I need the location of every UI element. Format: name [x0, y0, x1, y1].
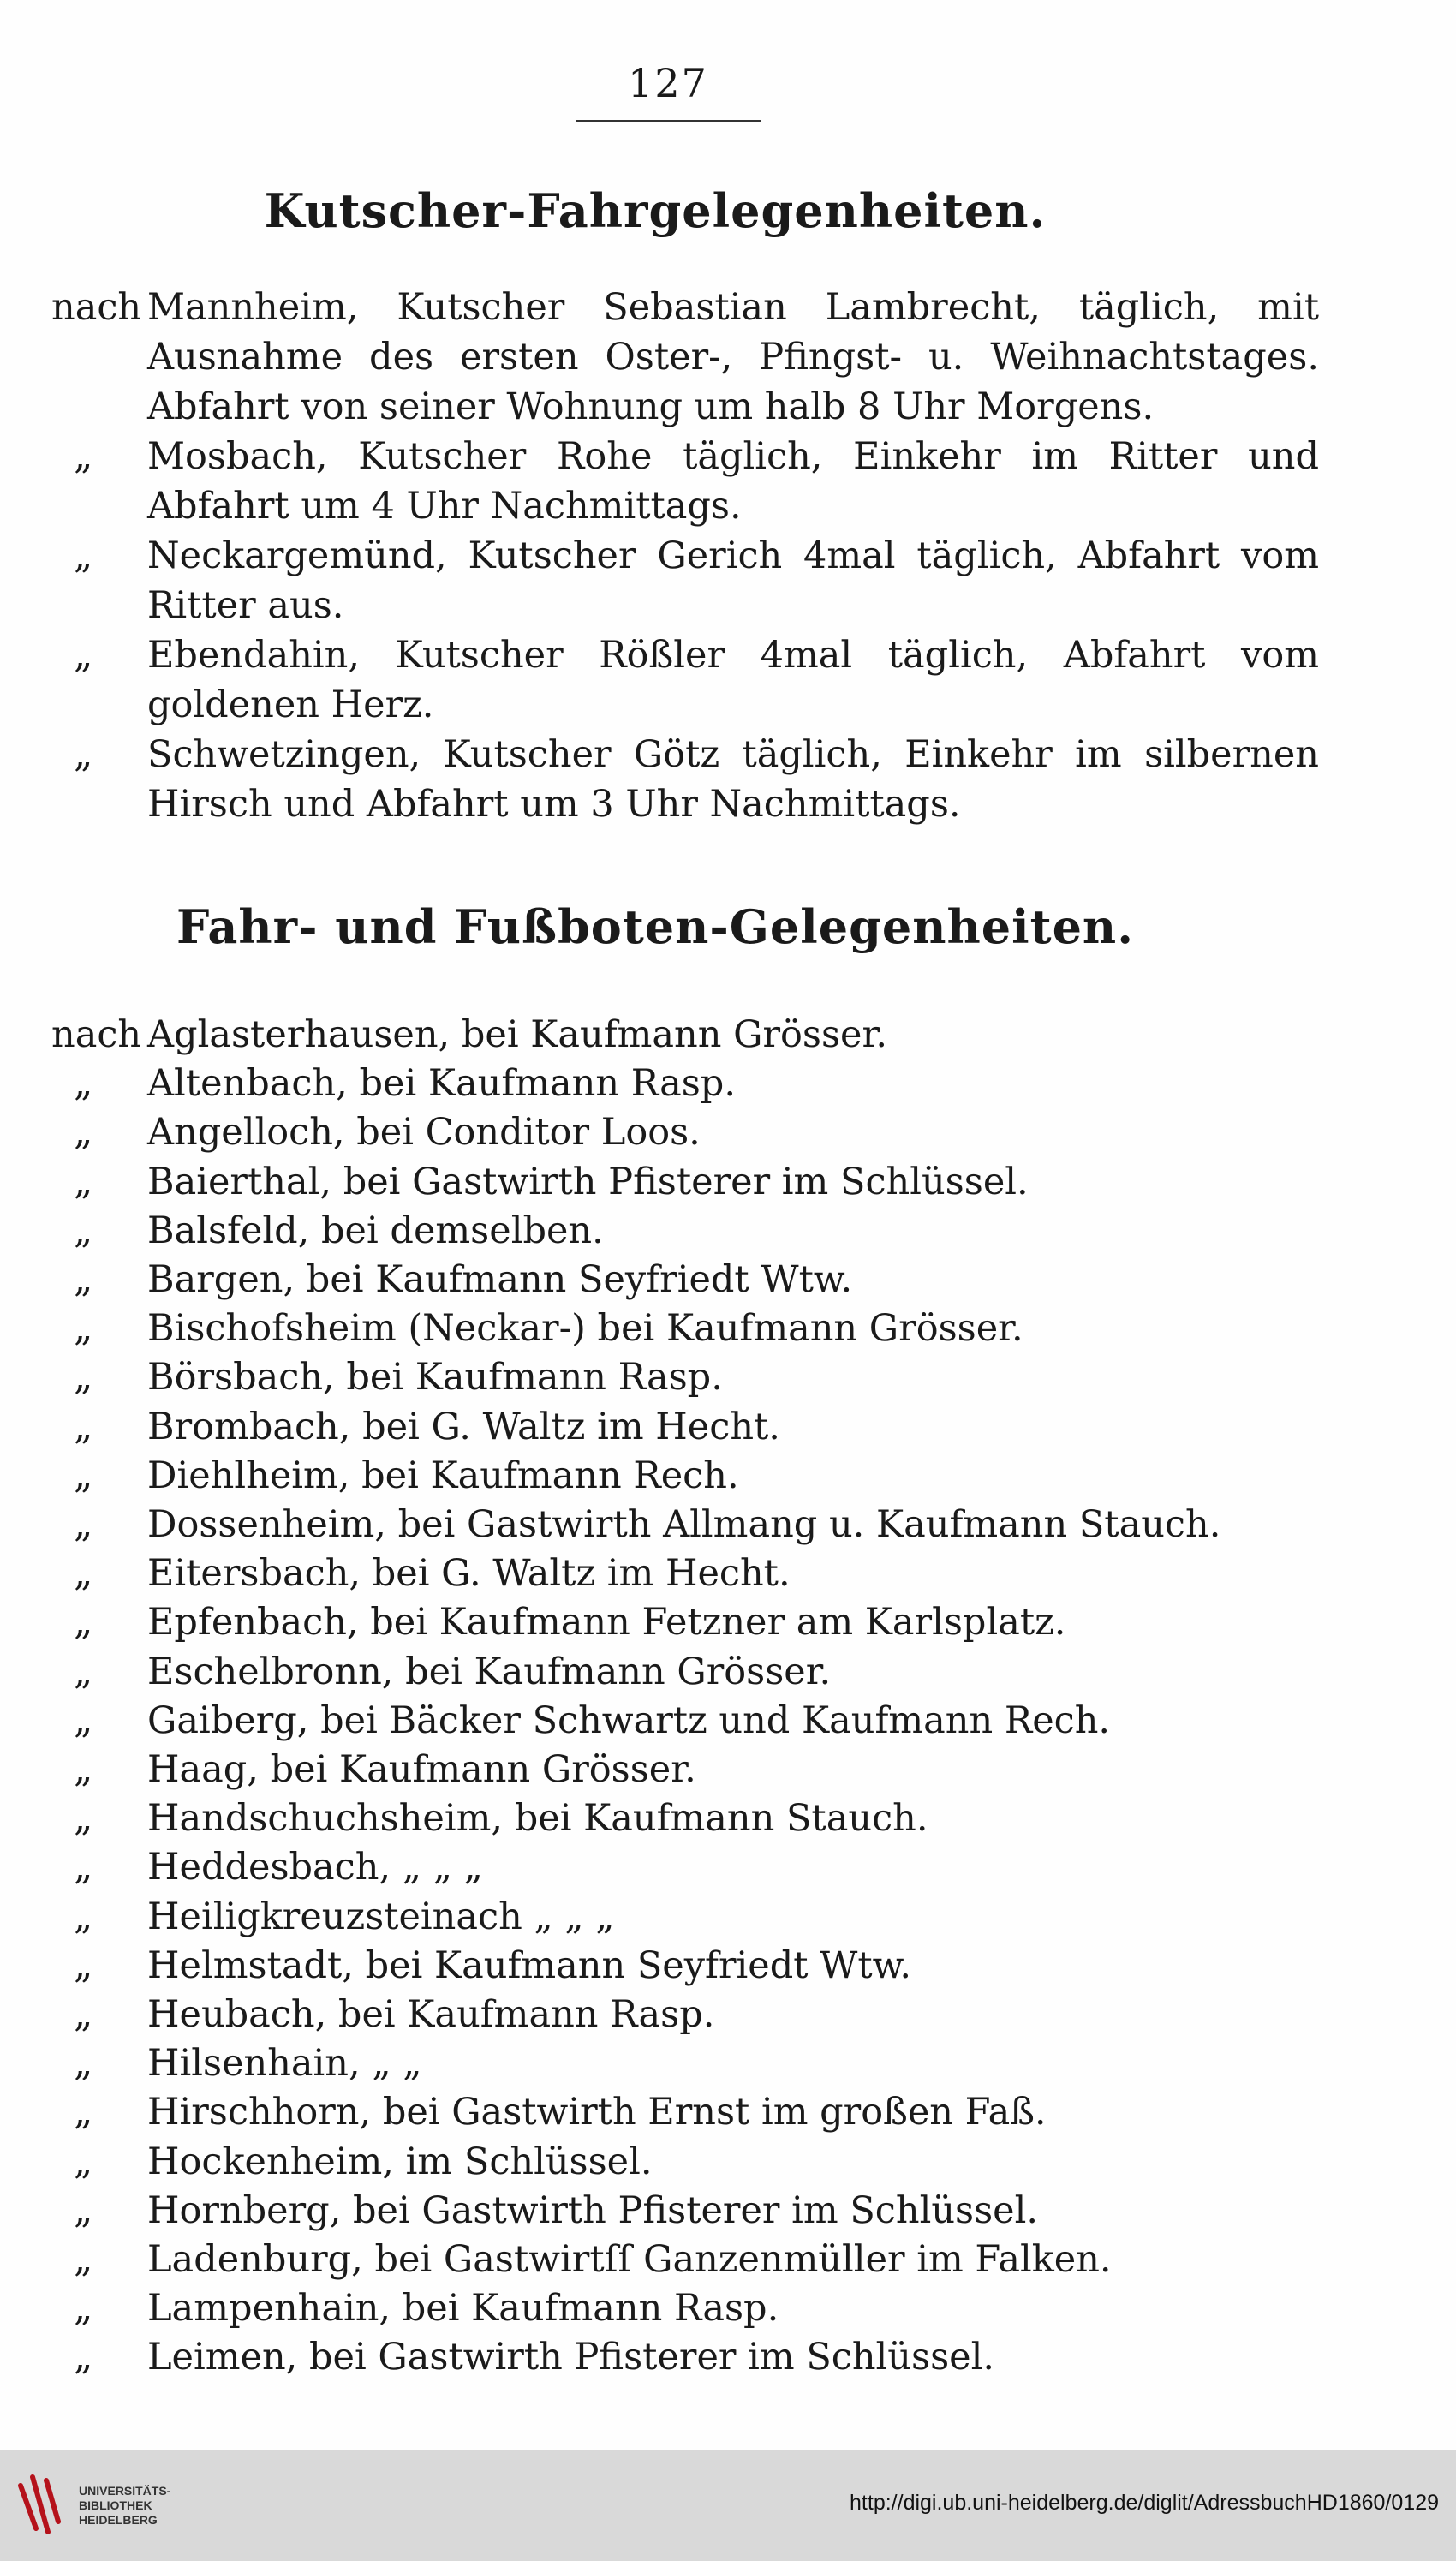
page-number-rule	[576, 120, 761, 122]
entry-marker: „	[74, 1454, 93, 1497]
entry-text: Heddesbach, „ „ „	[147, 1846, 483, 1889]
entry-marker: „	[74, 1258, 93, 1302]
entry-text: Eitersbach, bei G. Waltz im Hecht.	[147, 1552, 791, 1596]
list-item	[51, 1256, 1319, 1304]
entry-marker: „	[74, 1993, 93, 2037]
entry-marker: „	[74, 1748, 93, 1792]
entry-text: Schwetzingen, Kutscher Götz täglich, Einkehr im silbernen Hirsch und Abfahrt um 3 Uhr Nachmittags.	[147, 733, 1319, 826]
entry-text: Bargen, bei Kaufmann Seyfriedt Wtw.	[147, 1258, 853, 1302]
list-item	[51, 1207, 1319, 1256]
entry-text: Ebendahin, Kutscher Rößler 4mal täglich, Abfahrt vom goldenen Herz.	[147, 634, 1319, 726]
entry-text: Balsfeld, bei demselben.	[147, 1209, 604, 1252]
list-item	[51, 2138, 1319, 2187]
entry-text: Bischofsheim (Neckar-) bei Kaufmann Grösser.	[147, 1307, 1023, 1351]
list-item	[51, 730, 1319, 829]
list-item	[51, 1697, 1319, 1746]
list-item	[51, 2187, 1319, 2236]
entry-text: Hockenheim, im Schlüssel.	[147, 2140, 653, 2183]
entry-text: Epfenbach, bei Kaufmann Fetzner am Karlsplatz.	[147, 1601, 1066, 1645]
entry-marker: „	[74, 1307, 93, 1351]
entry-marker: „	[74, 1405, 93, 1448]
entry-marker: „	[74, 1111, 93, 1155]
entry-marker: „	[74, 534, 93, 577]
list-item	[51, 1942, 1319, 1991]
entry-marker: „	[74, 1943, 93, 1987]
library-name	[79, 2484, 170, 2528]
entry-marker: „	[74, 2238, 93, 2282]
university-library-logo-icon	[14, 2468, 65, 2544]
entry-marker: nach	[51, 286, 142, 329]
list-item	[51, 1060, 1319, 1108]
entry-marker: „	[74, 2042, 93, 2086]
entry-marker: „	[74, 2188, 93, 2232]
list-item	[51, 2039, 1319, 2088]
entry-marker: „	[74, 1160, 93, 1203]
entry-marker: „	[74, 634, 93, 677]
entry-marker: „	[74, 1846, 93, 1889]
section-kutscher-entries	[51, 283, 1319, 829]
entry-text: Helmstadt, bei Kaufmann Seyfriedt Wtw.	[147, 1943, 912, 1987]
entry-text: Dossenheim, bei Gastwirth Allmang u. Kaufmann Stauch.	[147, 1503, 1221, 1547]
entry-text: Hilsenhain, „ „	[147, 2042, 422, 2086]
source-url-link[interactable]: http://digi.ub.uni-heidelberg.de/diglit/AdressbuchHD1860/0129	[850, 2491, 1439, 2515]
list-item	[51, 1452, 1319, 1501]
section-heading-boten: Fahr- und Fußboten-Gelegenheiten.	[176, 899, 1134, 954]
entry-marker: „	[74, 1797, 93, 1841]
entry-text: Handschuchsheim, bei Kaufmann Stauch.	[147, 1797, 928, 1841]
entry-text: Baierthal, bei Gastwirth Pfisterer im Schlüssel.	[147, 1160, 1029, 1203]
entry-marker: „	[74, 1601, 93, 1645]
entry-marker: nach	[51, 1013, 142, 1056]
entry-text: Lampenhain, bei Kaufmann Rasp.	[147, 2287, 779, 2331]
entry-text: Hirschhorn, bei Gastwirth Ernst im großen Faß.	[147, 2091, 1047, 2134]
list-item	[51, 1549, 1319, 1598]
list-item	[51, 2284, 1319, 2333]
entry-marker: „	[74, 1356, 93, 1400]
entry-text: Haag, bei Kaufmann Grösser.	[147, 1748, 696, 1792]
footer-bar	[0, 2450, 1456, 2561]
section-boten-entries	[51, 1011, 1319, 2383]
list-item	[51, 2088, 1319, 2137]
list-item	[51, 531, 1319, 630]
section-heading-kutscher: Kutscher-Fahrgelegenheiten.	[264, 183, 1047, 238]
library-name-line: BIBLIOTHEK	[79, 2498, 152, 2512]
list-item	[51, 1501, 1319, 1549]
page-number: 127	[628, 60, 708, 106]
list-item	[51, 2236, 1319, 2284]
entry-text: Hornberg, bei Gastwirth Pfisterer im Schlüssel.	[147, 2188, 1039, 2232]
entry-marker: „	[74, 733, 93, 776]
entry-text: Diehlheim, bei Kaufmann Rech.	[147, 1454, 739, 1497]
list-item	[51, 1893, 1319, 1942]
entry-text: Angelloch, bei Conditor Loos.	[147, 1111, 701, 1155]
list-item	[51, 1794, 1319, 1843]
entry-text: Leimen, bei Gastwirth Pfisterer im Schlüssel.	[147, 2336, 994, 2379]
entry-text: Heiligkreuzsteinach „ „ „	[147, 1895, 615, 1938]
entry-text: Mannheim, Kutscher Sebastian Lambrecht, täglich, mit Ausnahme des ersten Oster-, Pfingst- u. Weihnachtstages. Abfahrt von seiner Wohnung um halb 8 Uhr Morgens.	[147, 286, 1319, 428]
entry-marker: „	[74, 2140, 93, 2183]
entry-marker: „	[74, 435, 93, 478]
list-item	[51, 1304, 1319, 1353]
list-item	[51, 630, 1319, 730]
entry-marker: „	[74, 2287, 93, 2331]
list-item	[51, 1843, 1319, 1892]
list-item	[51, 2333, 1319, 2382]
entry-text: Altenbach, bei Kaufmann Rasp.	[147, 1062, 736, 1106]
list-item	[51, 1353, 1319, 1402]
entry-marker: „	[74, 1650, 93, 1693]
list-item	[51, 1158, 1319, 1207]
list-item	[51, 1648, 1319, 1697]
list-item	[51, 432, 1319, 531]
list-item	[51, 1108, 1319, 1157]
entry-text: Börsbach, bei Kaufmann Rasp.	[147, 1356, 723, 1400]
library-name-line: HEIDELBERG	[79, 2513, 158, 2527]
list-item	[51, 1011, 1319, 1060]
entry-text: Mosbach, Kutscher Rohe täglich, Einkehr im Ritter und Abfahrt um 4 Uhr Nachmittags.	[147, 435, 1319, 528]
entry-marker: „	[74, 2091, 93, 2134]
entry-text: Aglasterhausen, bei Kaufmann Grösser.	[147, 1013, 887, 1056]
entry-marker: „	[74, 2336, 93, 2379]
list-item	[51, 1403, 1319, 1452]
list-item	[51, 283, 1319, 432]
entry-marker: „	[74, 1062, 93, 1106]
list-item	[51, 1746, 1319, 1794]
library-name-line: UNIVERSITÄTS-	[79, 2484, 171, 2498]
entry-text: Brombach, bei G. Waltz im Hecht.	[147, 1405, 780, 1448]
entry-marker: „	[74, 1552, 93, 1596]
entry-marker: „	[74, 1503, 93, 1547]
entry-text: Eschelbronn, bei Kaufmann Grösser.	[147, 1650, 832, 1693]
list-item	[51, 1598, 1319, 1647]
entry-text: Heubach, bei Kaufmann Rasp.	[147, 1993, 715, 2037]
entry-marker: „	[74, 1698, 93, 1742]
entry-marker: „	[74, 1895, 93, 1938]
entry-text: Neckargemünd, Kutscher Gerich 4mal täglich, Abfahrt vom Ritter aus.	[147, 534, 1319, 627]
entry-text: Gaiberg, bei Bäcker Schwartz und Kaufmann Rech.	[147, 1698, 1111, 1742]
entry-marker: „	[74, 1209, 93, 1252]
list-item	[51, 1991, 1319, 2039]
entry-text: Ladenburg, bei Gastwirtſſ Ganzenmüller im Falken.	[147, 2238, 1112, 2282]
